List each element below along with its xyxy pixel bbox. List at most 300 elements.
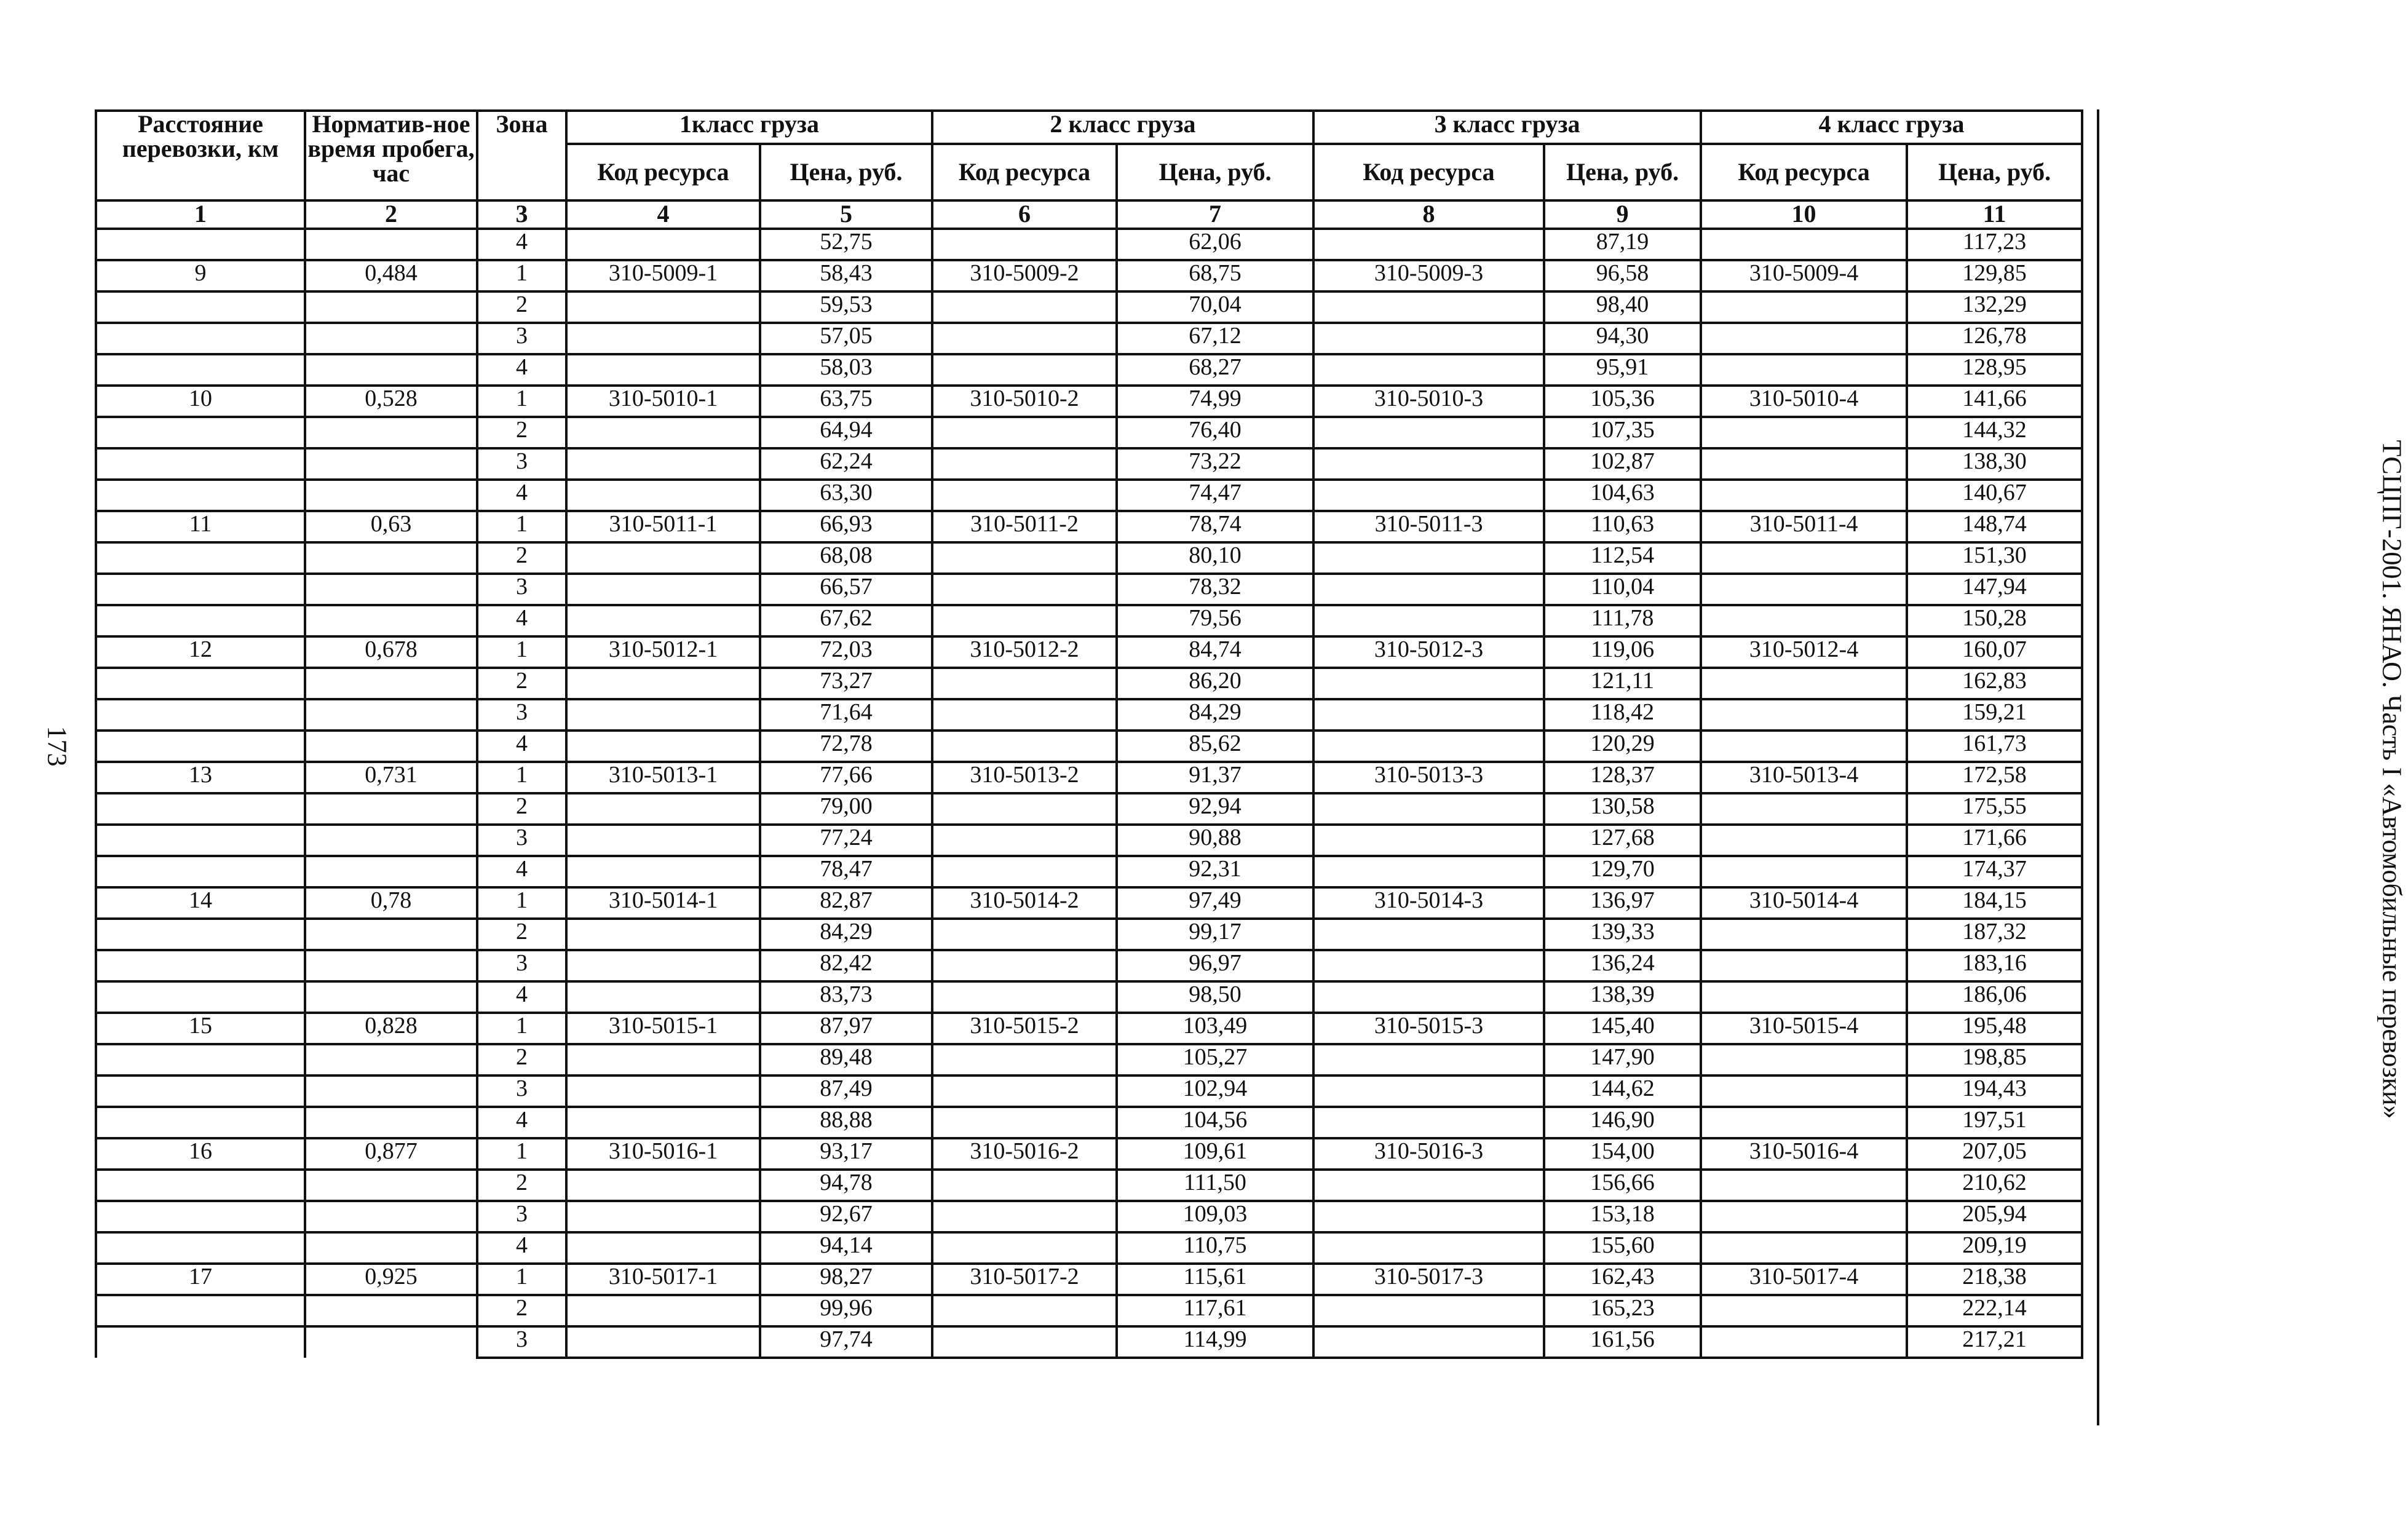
price-cell: 77,24	[760, 825, 932, 856]
distance-cell	[96, 668, 305, 699]
distance-cell	[96, 699, 305, 731]
price-cell: 68,27	[1117, 354, 1313, 386]
price-cell: 99,96	[760, 1295, 932, 1326]
code-cell	[1313, 699, 1544, 731]
table-body	[96, 229, 2082, 1358]
table-row	[96, 1264, 2082, 1295]
price-cell: 151,30	[1907, 542, 2082, 574]
table-row	[96, 542, 2082, 574]
table-row	[96, 1044, 2082, 1075]
code-cell	[1701, 542, 1907, 574]
code-cell	[1313, 229, 1544, 260]
price-cell: 66,57	[760, 574, 932, 605]
price-cell: 162,83	[1907, 668, 2082, 699]
code-cell: 310-5015-1	[566, 1013, 760, 1044]
table-row	[96, 229, 2082, 260]
price-cell: 84,74	[1117, 636, 1313, 668]
price-cell: 92,67	[760, 1201, 932, 1232]
code-cell	[566, 574, 760, 605]
price-cell: 148,74	[1907, 511, 2082, 542]
zone-cell: 4	[477, 731, 566, 762]
price-cell: 84,29	[1117, 699, 1313, 731]
zone-cell: 2	[477, 417, 566, 448]
code-cell	[1701, 919, 1907, 950]
header-price-3: Цена, руб.	[1544, 144, 1701, 200]
price-cell: 172,58	[1907, 762, 2082, 793]
price-cell: 74,47	[1117, 480, 1313, 511]
code-cell: 310-5010-2	[932, 386, 1117, 417]
code-cell	[566, 1295, 760, 1326]
price-cell: 136,97	[1544, 887, 1701, 919]
code-cell	[1701, 1075, 1907, 1107]
price-cell: 147,90	[1544, 1044, 1701, 1075]
header-code-1: Код ресурса	[566, 144, 760, 200]
time-cell	[305, 448, 477, 480]
distance-cell: 16	[96, 1138, 305, 1170]
price-cell: 160,07	[1907, 636, 2082, 668]
price-cell: 222,14	[1907, 1295, 2082, 1326]
code-cell	[1701, 323, 1907, 354]
price-cell: 112,54	[1544, 542, 1701, 574]
price-cell: 82,42	[760, 950, 932, 981]
code-cell	[1313, 668, 1544, 699]
code-cell	[932, 291, 1117, 323]
price-cell: 73,22	[1117, 448, 1313, 480]
code-cell	[1701, 354, 1907, 386]
time-cell	[305, 1232, 477, 1264]
price-cell: 104,63	[1544, 480, 1701, 511]
distance-cell: 15	[96, 1013, 305, 1044]
table-row	[96, 919, 2082, 950]
column-number: 10	[1701, 200, 1907, 229]
zone-cell: 3	[477, 1075, 566, 1107]
zone-cell: 1	[477, 511, 566, 542]
code-cell: 310-5011-4	[1701, 511, 1907, 542]
price-cell: 144,32	[1907, 417, 2082, 448]
price-cell: 126,78	[1907, 323, 2082, 354]
code-cell	[566, 229, 760, 260]
code-cell	[1313, 1170, 1544, 1201]
code-cell	[1313, 731, 1544, 762]
price-cell: 57,05	[760, 323, 932, 354]
code-cell	[566, 480, 760, 511]
distance-cell	[96, 605, 305, 636]
price-cell: 110,63	[1544, 511, 1701, 542]
code-cell: 310-5014-4	[1701, 887, 1907, 919]
code-cell	[1701, 825, 1907, 856]
price-cell: 107,35	[1544, 417, 1701, 448]
zone-cell: 1	[477, 386, 566, 417]
price-cell: 120,29	[1544, 731, 1701, 762]
zone-cell: 4	[477, 1107, 566, 1138]
price-cell: 98,50	[1117, 981, 1313, 1013]
code-cell	[1701, 1044, 1907, 1075]
code-cell	[1701, 291, 1907, 323]
code-cell	[1701, 1107, 1907, 1138]
page-number: 173	[42, 726, 73, 767]
zone-cell: 4	[477, 605, 566, 636]
price-cell: 102,94	[1117, 1075, 1313, 1107]
price-cell: 117,23	[1907, 229, 2082, 260]
price-cell: 207,05	[1907, 1138, 2082, 1170]
price-cell: 92,31	[1117, 856, 1313, 887]
time-cell	[305, 1107, 477, 1138]
price-cell: 195,48	[1907, 1013, 2082, 1044]
table-row	[96, 417, 2082, 448]
code-cell	[1701, 229, 1907, 260]
distance-cell: 10	[96, 386, 305, 417]
zone-cell: 3	[477, 699, 566, 731]
time-cell	[305, 574, 477, 605]
code-cell: 310-5013-3	[1313, 762, 1544, 793]
code-cell	[566, 1326, 760, 1358]
time-cell	[305, 699, 477, 731]
table-row	[96, 605, 2082, 636]
price-cell: 98,40	[1544, 291, 1701, 323]
distance-cell	[96, 1295, 305, 1326]
time-cell: 0,731	[305, 762, 477, 793]
time-cell	[305, 668, 477, 699]
distance-cell	[96, 448, 305, 480]
price-cell: 197,51	[1907, 1107, 2082, 1138]
header-class-2: 2 класс груза	[932, 111, 1313, 144]
price-cell: 88,88	[760, 1107, 932, 1138]
price-cell: 82,87	[760, 887, 932, 919]
code-cell	[932, 1326, 1117, 1358]
code-cell	[1701, 950, 1907, 981]
price-cell: 132,29	[1907, 291, 2082, 323]
table-row	[96, 1075, 2082, 1107]
zone-cell: 4	[477, 981, 566, 1013]
code-cell	[1313, 793, 1544, 825]
price-cell: 130,58	[1544, 793, 1701, 825]
price-cell: 94,78	[760, 1170, 932, 1201]
price-cell: 139,33	[1544, 919, 1701, 950]
code-cell	[566, 668, 760, 699]
code-cell	[1313, 354, 1544, 386]
price-cell: 87,19	[1544, 229, 1701, 260]
price-cell: 117,61	[1117, 1295, 1313, 1326]
code-cell	[1313, 574, 1544, 605]
header-distance: Расстояние перевозки, км	[96, 111, 305, 200]
distance-cell	[96, 981, 305, 1013]
right-margin-rule	[2097, 109, 2099, 1425]
time-cell	[305, 1295, 477, 1326]
header-price-1: Цена, руб.	[760, 144, 932, 200]
zone-cell: 2	[477, 668, 566, 699]
price-cell: 105,36	[1544, 386, 1701, 417]
code-cell	[932, 919, 1117, 950]
header-class-4: 4 класс груза	[1701, 111, 2082, 144]
time-cell	[305, 605, 477, 636]
code-cell	[566, 856, 760, 887]
code-cell	[1313, 950, 1544, 981]
column-number: 6	[932, 200, 1117, 229]
price-cell: 91,37	[1117, 762, 1313, 793]
zone-cell: 1	[477, 887, 566, 919]
price-cell: 72,78	[760, 731, 932, 762]
code-cell	[1313, 605, 1544, 636]
code-cell	[932, 1075, 1117, 1107]
zone-cell: 1	[477, 636, 566, 668]
code-cell	[932, 542, 1117, 574]
code-cell	[932, 605, 1117, 636]
table-row	[96, 887, 2082, 919]
header-zone: Зона	[477, 111, 566, 200]
code-cell	[932, 448, 1117, 480]
distance-cell	[96, 542, 305, 574]
price-cell: 97,49	[1117, 887, 1313, 919]
distance-cell	[96, 793, 305, 825]
distance-cell	[96, 950, 305, 981]
price-cell: 111,78	[1544, 605, 1701, 636]
price-cell: 92,94	[1117, 793, 1313, 825]
price-cell: 96,58	[1544, 260, 1701, 291]
zone-cell: 1	[477, 1013, 566, 1044]
price-cell: 138,30	[1907, 448, 2082, 480]
time-cell: 0,484	[305, 260, 477, 291]
price-cell: 217,21	[1907, 1326, 2082, 1358]
code-cell	[566, 323, 760, 354]
price-cell: 121,11	[1544, 668, 1701, 699]
header-class-3: 3 класс груза	[1313, 111, 1701, 144]
price-cell: 144,62	[1544, 1075, 1701, 1107]
price-cell: 187,32	[1907, 919, 2082, 950]
zone-cell: 2	[477, 1044, 566, 1075]
table-row	[96, 1013, 2082, 1044]
zone-cell: 2	[477, 542, 566, 574]
code-cell: 310-5014-1	[566, 887, 760, 919]
code-cell	[932, 793, 1117, 825]
table-row	[96, 1326, 2082, 1358]
time-cell: 0,78	[305, 887, 477, 919]
table-row	[96, 386, 2082, 417]
price-cell: 78,47	[760, 856, 932, 887]
price-cell: 74,99	[1117, 386, 1313, 417]
price-cell: 150,28	[1907, 605, 2082, 636]
time-cell	[305, 950, 477, 981]
price-cell: 78,74	[1117, 511, 1313, 542]
time-cell	[305, 323, 477, 354]
price-cell: 114,99	[1117, 1326, 1313, 1358]
header-code-4: Код ресурса	[1701, 144, 1907, 200]
distance-cell: 14	[96, 887, 305, 919]
column-number-row	[96, 200, 2082, 229]
code-cell: 310-5011-1	[566, 511, 760, 542]
code-cell	[1313, 1075, 1544, 1107]
time-cell	[305, 1044, 477, 1075]
price-cell: 128,95	[1907, 354, 2082, 386]
price-cell: 80,10	[1117, 542, 1313, 574]
time-cell	[305, 480, 477, 511]
price-cell: 184,15	[1907, 887, 2082, 919]
price-cell: 153,18	[1544, 1201, 1701, 1232]
zone-cell: 1	[477, 1138, 566, 1170]
table-row	[96, 511, 2082, 542]
column-number: 9	[1544, 200, 1701, 229]
price-cell: 186,06	[1907, 981, 2082, 1013]
time-cell	[305, 354, 477, 386]
price-cell: 103,49	[1117, 1013, 1313, 1044]
distance-cell	[96, 731, 305, 762]
code-cell	[1313, 417, 1544, 448]
price-cell: 209,19	[1907, 1232, 2082, 1264]
distance-cell	[96, 323, 305, 354]
code-cell	[1701, 981, 1907, 1013]
price-cell: 59,53	[760, 291, 932, 323]
code-cell	[932, 480, 1117, 511]
price-cell: 87,97	[760, 1013, 932, 1044]
distance-cell	[96, 417, 305, 448]
code-cell	[932, 1295, 1117, 1326]
table-row	[96, 699, 2082, 731]
code-cell	[1313, 1201, 1544, 1232]
code-cell	[932, 981, 1117, 1013]
time-cell	[305, 1326, 477, 1358]
code-cell: 310-5011-2	[932, 511, 1117, 542]
code-cell	[932, 354, 1117, 386]
code-cell: 310-5015-4	[1701, 1013, 1907, 1044]
code-cell	[566, 1107, 760, 1138]
price-cell: 127,68	[1544, 825, 1701, 856]
table-row	[96, 1107, 2082, 1138]
code-cell: 310-5012-4	[1701, 636, 1907, 668]
table-row	[96, 762, 2082, 793]
zone-cell: 2	[477, 291, 566, 323]
price-cell: 105,27	[1117, 1044, 1313, 1075]
code-cell	[932, 699, 1117, 731]
price-cell: 77,66	[760, 762, 932, 793]
distance-cell	[96, 1232, 305, 1264]
zone-cell: 4	[477, 229, 566, 260]
distance-cell	[96, 1075, 305, 1107]
code-cell	[1313, 323, 1544, 354]
code-cell	[932, 950, 1117, 981]
code-cell	[1313, 1295, 1544, 1326]
code-cell	[1701, 1326, 1907, 1358]
price-cell: 68,75	[1117, 260, 1313, 291]
code-cell	[566, 825, 760, 856]
zone-cell: 3	[477, 950, 566, 981]
price-cell: 210,62	[1907, 1170, 2082, 1201]
price-cell: 145,40	[1544, 1013, 1701, 1044]
distance-cell	[96, 919, 305, 950]
code-cell	[1313, 919, 1544, 950]
code-cell	[566, 1044, 760, 1075]
distance-cell	[96, 229, 305, 260]
table-row	[96, 323, 2082, 354]
code-cell: 310-5017-4	[1701, 1264, 1907, 1295]
price-cell: 136,24	[1544, 950, 1701, 981]
code-cell: 310-5016-1	[566, 1138, 760, 1170]
code-cell	[566, 731, 760, 762]
code-cell: 310-5016-3	[1313, 1138, 1544, 1170]
price-cell: 63,30	[760, 480, 932, 511]
code-cell	[1701, 1170, 1907, 1201]
zone-cell: 3	[477, 323, 566, 354]
code-cell	[1701, 668, 1907, 699]
code-cell	[566, 417, 760, 448]
code-cell	[932, 825, 1117, 856]
price-cell: 95,91	[1544, 354, 1701, 386]
price-cell: 140,67	[1907, 480, 2082, 511]
code-cell	[566, 605, 760, 636]
price-cell: 109,61	[1117, 1138, 1313, 1170]
code-cell	[1701, 574, 1907, 605]
code-cell	[932, 668, 1117, 699]
time-cell	[305, 1075, 477, 1107]
price-cell: 128,37	[1544, 762, 1701, 793]
column-number: 2	[305, 200, 477, 229]
code-cell	[932, 856, 1117, 887]
zone-cell: 3	[477, 1201, 566, 1232]
zone-cell: 3	[477, 1326, 566, 1358]
price-cell: 110,75	[1117, 1232, 1313, 1264]
price-cell: 147,94	[1907, 574, 2082, 605]
price-cell: 174,37	[1907, 856, 2082, 887]
header-code-3: Код ресурса	[1313, 144, 1544, 200]
table-row	[96, 731, 2082, 762]
price-cell: 66,93	[760, 511, 932, 542]
code-cell: 310-5009-1	[566, 260, 760, 291]
code-cell	[1701, 417, 1907, 448]
table-row	[96, 448, 2082, 480]
zone-cell: 3	[477, 574, 566, 605]
price-cell: 129,85	[1907, 260, 2082, 291]
price-cell: 109,03	[1117, 1201, 1313, 1232]
code-cell: 310-5009-4	[1701, 260, 1907, 291]
price-cell: 94,30	[1544, 323, 1701, 354]
price-cell: 159,21	[1907, 699, 2082, 731]
price-cell: 146,90	[1544, 1107, 1701, 1138]
code-cell	[1701, 699, 1907, 731]
time-cell	[305, 417, 477, 448]
table-row	[96, 1295, 2082, 1326]
price-cell: 138,39	[1544, 981, 1701, 1013]
code-cell: 310-5017-3	[1313, 1264, 1544, 1295]
time-cell: 0,678	[305, 636, 477, 668]
price-cell: 115,61	[1117, 1264, 1313, 1295]
price-cell: 63,75	[760, 386, 932, 417]
code-cell: 310-5012-1	[566, 636, 760, 668]
price-cell: 68,08	[760, 542, 932, 574]
zone-cell: 2	[477, 919, 566, 950]
price-cell: 156,66	[1544, 1170, 1701, 1201]
table-row	[96, 574, 2082, 605]
code-cell	[566, 1232, 760, 1264]
code-cell: 310-5017-1	[566, 1264, 760, 1295]
code-cell	[1313, 825, 1544, 856]
code-cell	[1313, 981, 1544, 1013]
price-cell: 86,20	[1117, 668, 1313, 699]
distance-cell	[96, 1201, 305, 1232]
code-cell	[932, 323, 1117, 354]
header-code-2: Код ресурса	[932, 144, 1117, 200]
distance-cell	[96, 291, 305, 323]
time-cell	[305, 1170, 477, 1201]
table-row	[96, 981, 2082, 1013]
price-cell: 93,17	[760, 1138, 932, 1170]
code-cell	[1313, 480, 1544, 511]
distance-cell	[96, 354, 305, 386]
code-cell	[566, 699, 760, 731]
time-cell: 0,828	[305, 1013, 477, 1044]
distance-cell: 17	[96, 1264, 305, 1295]
price-cell: 96,97	[1117, 950, 1313, 981]
zone-cell: 4	[477, 1232, 566, 1264]
price-cell: 89,48	[760, 1044, 932, 1075]
price-cell: 162,43	[1544, 1264, 1701, 1295]
